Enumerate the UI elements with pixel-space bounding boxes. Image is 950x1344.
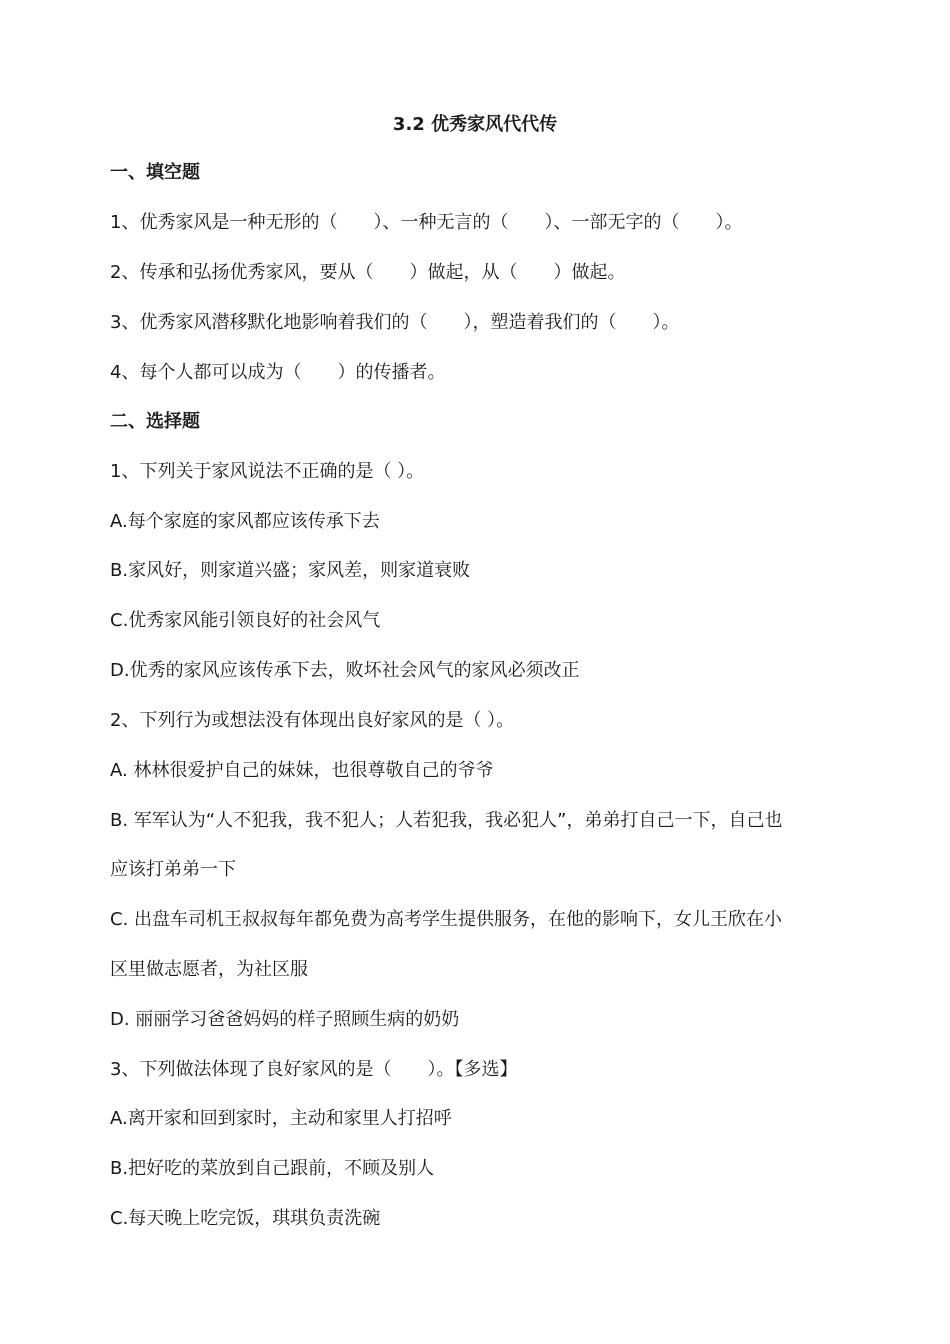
choice-question-2-option-c-line-2: 区里做志愿者，为社区服 bbox=[110, 959, 308, 980]
fill-blank-question-2: 2、传承和弘扬优秀家风，要从（ ）做起，从（ ）做起。 bbox=[110, 262, 626, 283]
choice-question-2-option-d: D. 丽丽学习爸爸妈妈的样子照顾生病的奶奶 bbox=[110, 1009, 460, 1030]
fill-blank-question-1: 1、优秀家风是一种无形的（ ）、一种无言的（ ）、一部无字的（ ）。 bbox=[110, 212, 743, 233]
choice-question-1-stem: 1、下列关于家风说法不正确的是（ ）。 bbox=[110, 461, 425, 482]
section-heading-fill-blank: 一、填空题 bbox=[110, 162, 200, 183]
choice-question-2-option-c-line-1: C. 出盘车司机王叔叔每年都免费为高考学生提供服务，在他的影响下，女儿王欣在小 bbox=[110, 909, 783, 930]
choice-question-1-option-d: D.优秀的家风应该传承下去，败坏社会风气的家风必须改正 bbox=[110, 660, 580, 681]
choice-question-2-option-a: A. 林林很爱护自己的妹妹，也很尊敬自己的爷爷 bbox=[110, 760, 494, 781]
choice-question-3-option-a: A.离开家和回到家时，主动和家里人打招呼 bbox=[110, 1108, 452, 1129]
choice-question-1-option-a: A.每个家庭的家风都应该传承下去 bbox=[110, 511, 380, 532]
choice-question-3-stem: 3、下列做法体现了良好家风的是（ ）。【多选】 bbox=[110, 1059, 518, 1080]
choice-question-2-option-b-line-1: B. 军军认为“人不犯我，我不犯人；人若犯我，我必犯人”，弟弟打自己一下，自己也 bbox=[110, 810, 783, 831]
section-heading-multiple-choice: 二、选择题 bbox=[110, 411, 200, 432]
choice-question-1-option-b: B.家风好，则家道兴盛；家风差，则家道衰败 bbox=[110, 560, 471, 581]
choice-question-2-option-b-line-2: 应该打弟弟一下 bbox=[110, 859, 236, 880]
choice-question-2-stem: 2、下列行为或想法没有体现出良好家风的是（ ）。 bbox=[110, 710, 515, 731]
page-title: 3.2 优秀家风代代传 bbox=[392, 114, 558, 135]
fill-blank-question-4: 4、每个人都可以成为（ ）的传播者。 bbox=[110, 362, 446, 383]
fill-blank-question-3: 3、优秀家风潜移默化地影响着我们的（ ），塑造着我们的（ ）。 bbox=[110, 312, 680, 333]
choice-question-3-option-c: C.每天晚上吃完饭，琪琪负责洗碗 bbox=[110, 1208, 381, 1229]
choice-question-1-option-c: C.优秀家风能引领良好的社会风气 bbox=[110, 610, 381, 631]
choice-question-3-option-b: B.把好吃的菜放到自己跟前，不顾及别人 bbox=[110, 1158, 435, 1179]
